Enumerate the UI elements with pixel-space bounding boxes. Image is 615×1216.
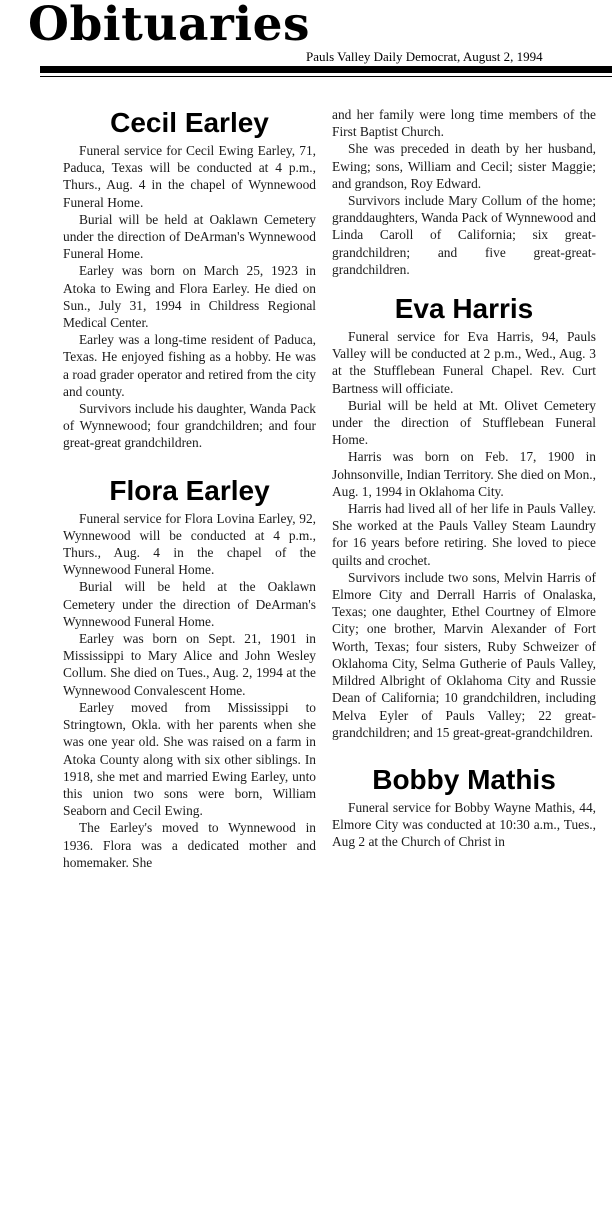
eva-paragraph-survivors: Survivors include two sons, Melvin Harris of Elmore City and Derrall Harris of Onalaska, Texas; one daughter, Ethel Courtney of Elmore City; one brother, Marvin Alexander of Fort Worth, Texas; four sisters, Ruby Schweizer of Oklahoma City, Selma Gutherie of Pauls Valley, Mildred Albright of Oklahoma City and Russie Dean of California; 10 grandchildren, including Melva Eyler of Pauls Valley; 22 great-grandchildren; and 15 great-great-grandchildren. [332, 569, 596, 740]
flora-paragraph-birth: Earley was born on Sept. 21, 1901 in Mississippi to Mary Alice and John Wesley Collum. She died on Tues., Aug. 2, 1994 at the Wynnewood Convalescent Home. [63, 631, 316, 698]
eva-paragraph-birth: Harris was born on Feb. 17, 1900 in Johnsonville, Indian Territory. She died on Mon., Aug. 1, 1994 in Oklahoma City. [332, 449, 596, 499]
source-line: Pauls Valley Daily Democrat, August 2, 1994 [306, 49, 543, 64]
spacer [63, 452, 316, 474]
header-rule-thin [40, 76, 612, 77]
bobby-paragraph-service: Funeral service for Bobby Wayne Mathis, 44, Elmore City was conducted at 10:30 a.m., Tues., Aug 2 at the Church of Christ in [332, 799, 596, 850]
flora-paragraph-burial: Burial will be held at the Oaklawn Cemetery under the direction of DeArman's Wynnewood Funeral Home. [63, 579, 316, 629]
obituary-name-cecil-earley: Cecil Earley [110, 107, 269, 138]
flora-paragraph-survivors: Survivors include Mary Collum of the home; granddaughters, Wanda Pack of Wynnewood and Linda Caroll of California; six great-grandchildren; and five great-great-grandchildren. [332, 193, 596, 277]
obituary-name-bobby-mathis: Bobby Mathis [372, 763, 556, 795]
eva-paragraph-burial: Burial will be held at Mt. Olivet Cemetery under the direction of Stufflebean Funeral Home. [332, 397, 596, 448]
cecil-paragraph-life: Earley was a long-time resident of Paduca, Texas. He enjoyed fishing as a hobby. He was a road grader operator and retired from the city and county. [63, 332, 316, 399]
cecil-paragraph-burial: Burial will be held at Oaklawn Cemetery under the direction of DeArman's Wynnewood Funeral Home. [63, 211, 316, 262]
cecil-paragraph-survivors: Survivors include his daughter, Wanda Pack of Wynnewood; four grandchildren; and four great-great grandchildren. [63, 401, 316, 451]
flora-paragraph-marriage: The Earley's moved to Wynnewood in 1936. Flora was a dedicated mother and homemaker. She [63, 820, 316, 870]
header-rule-thick [40, 66, 612, 73]
obituary-name-eva-harris: Eva Harris [394, 293, 534, 325]
flora-paragraph-church: and her family were long time members of the First Baptist Church. [332, 107, 596, 140]
spacer [332, 741, 596, 763]
flora-paragraph-preceded: She was preceded in death by her husband, Ewing; sons, William and Cecil; sister Maggie; and grandson, Roy Edward. [332, 141, 596, 191]
cecil-paragraph-service: Funeral service for Cecil Ewing Earley, 71, Paduca, Texas will be conducted at 4 p.m., Thurs., Aug. 4 in the chapel of Wynnewood Funeral Home. [63, 143, 316, 210]
obituary-name-flora-earley: Flora Earley [109, 474, 270, 506]
eva-paragraph-service: Funeral service for Eva Harris, 94, Pauls Valley will be conducted at 2 p.m., Wed., Aug. 3 at the Stufflebean Funeral Chapel. Rev. Curt Bartness will officiate. [332, 329, 596, 396]
eva-paragraph-life: Harris had lived all of her life in Pauls Valley. She worked at the Pauls Valley Steam Laundry for 16 years before retiring. She loved to piece quilts and crochet. [332, 501, 596, 568]
cecil-paragraph-birth: Earley was born on March 25, 1923 in Atoka to Ewing and Flora Earley. He died on Sun., July 31, 1994 in Childress Regional Medical Center. [63, 263, 316, 331]
column-right [332, 106, 596, 1214]
flora-paragraph-service: Funeral service for Flora Lovina Earley, 92, Wynnewood will be conducted at 4 p.m., Thurs., Aug. 4 in the chapel of the Wynnewood Funeral Home. [63, 510, 316, 578]
spacer [332, 278, 596, 292]
flora-paragraph-life: Earley moved from Mississippi to Stringtown, Okla. with her parents when she was one year old. She was raised on a farm in Atoka County along with six other siblings. In 1918, she met and married Ewing Earley, unto this union two sons were born, William Seaborn and Cecil Ewing. [63, 699, 316, 819]
column-left [63, 106, 316, 1214]
page-title: Obituaries [28, 0, 310, 52]
